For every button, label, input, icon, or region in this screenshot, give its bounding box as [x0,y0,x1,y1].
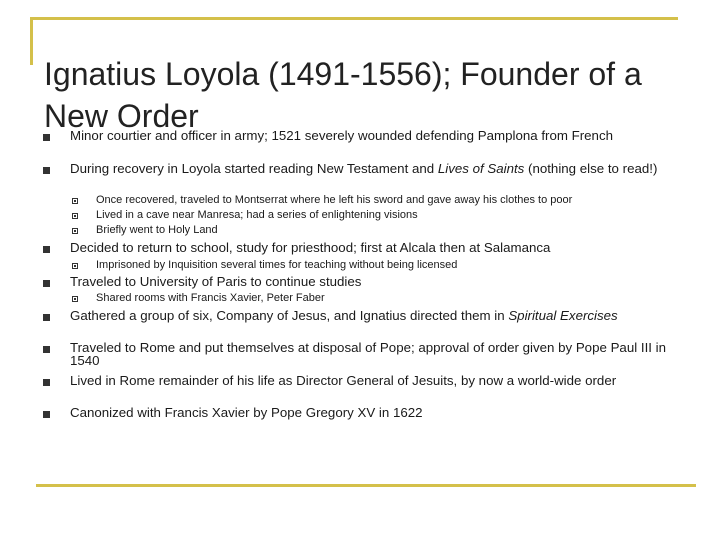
top-rule [30,17,678,20]
square-bullet-icon [43,411,50,418]
square-bullet-icon [43,246,50,253]
square-bullet-icon [43,280,50,287]
slide-title: Ignatius Loyola (1491-1556); Founder of a New Order [44,56,642,135]
bullet-text: Traveled to Rome and put themselves at disposal of Pope; approval of order given by Pope Paul III in 1540 [70,340,666,368]
sub-bullet-text: Once recovered, traveled to Montserrat where he left his sword and gave away his clothes to poor [96,194,573,206]
bullet-text: Canonized with Francis Xavier by Pope Gregory XV in 1622 [70,405,423,420]
bottom-rule [36,484,696,487]
square-bullet-icon [43,346,50,353]
italic-title: Lives of Saints [437,161,525,176]
hollow-square-bullet-icon [72,198,78,204]
hollow-square-bullet-icon [72,296,78,302]
bullet-text [70,162,690,175]
italic-title: Spiritual Exercises [508,308,618,323]
bullet-text: Minor courtier and officer in army; 1521 severely wounded defending Pamplona from French [70,128,613,143]
square-bullet-icon [43,134,50,141]
hollow-square-bullet-icon [72,263,78,269]
hollow-square-bullet-icon [72,228,78,234]
bullet-text: Lived in Rome remainder of his life as Director General of Jesuits, by now a world-wide order [70,373,617,388]
sub-bullet-text: Briefly went to Holy Land [96,224,218,236]
sub-bullet-text: Lived in a cave near Manresa; had a series of enlightening visions [96,209,418,221]
sub-bullet-text: Imprisoned by Inquisition several times for teaching without being licensed [96,259,458,271]
text-part: Gathered a group of six, Company of Jesus, and Ignatius directed them in [70,308,509,323]
bullet-text [70,309,690,322]
text-part: (nothing else to read!) [524,161,658,176]
square-bullet-icon [43,379,50,386]
hollow-square-bullet-icon [72,213,78,219]
square-bullet-icon [43,167,50,174]
left-rule [30,17,33,65]
square-bullet-icon [43,314,50,321]
sub-bullet-text: Shared rooms with Francis Xavier, Peter Faber [96,292,325,304]
text-part: During recovery in Loyola started reading New Testament and [70,161,438,176]
bullet-text: Traveled to University of Paris to continue studies [70,274,362,289]
bullet-text: Decided to return to school, study for priesthood; first at Alcala then at Salamanca [70,240,551,255]
